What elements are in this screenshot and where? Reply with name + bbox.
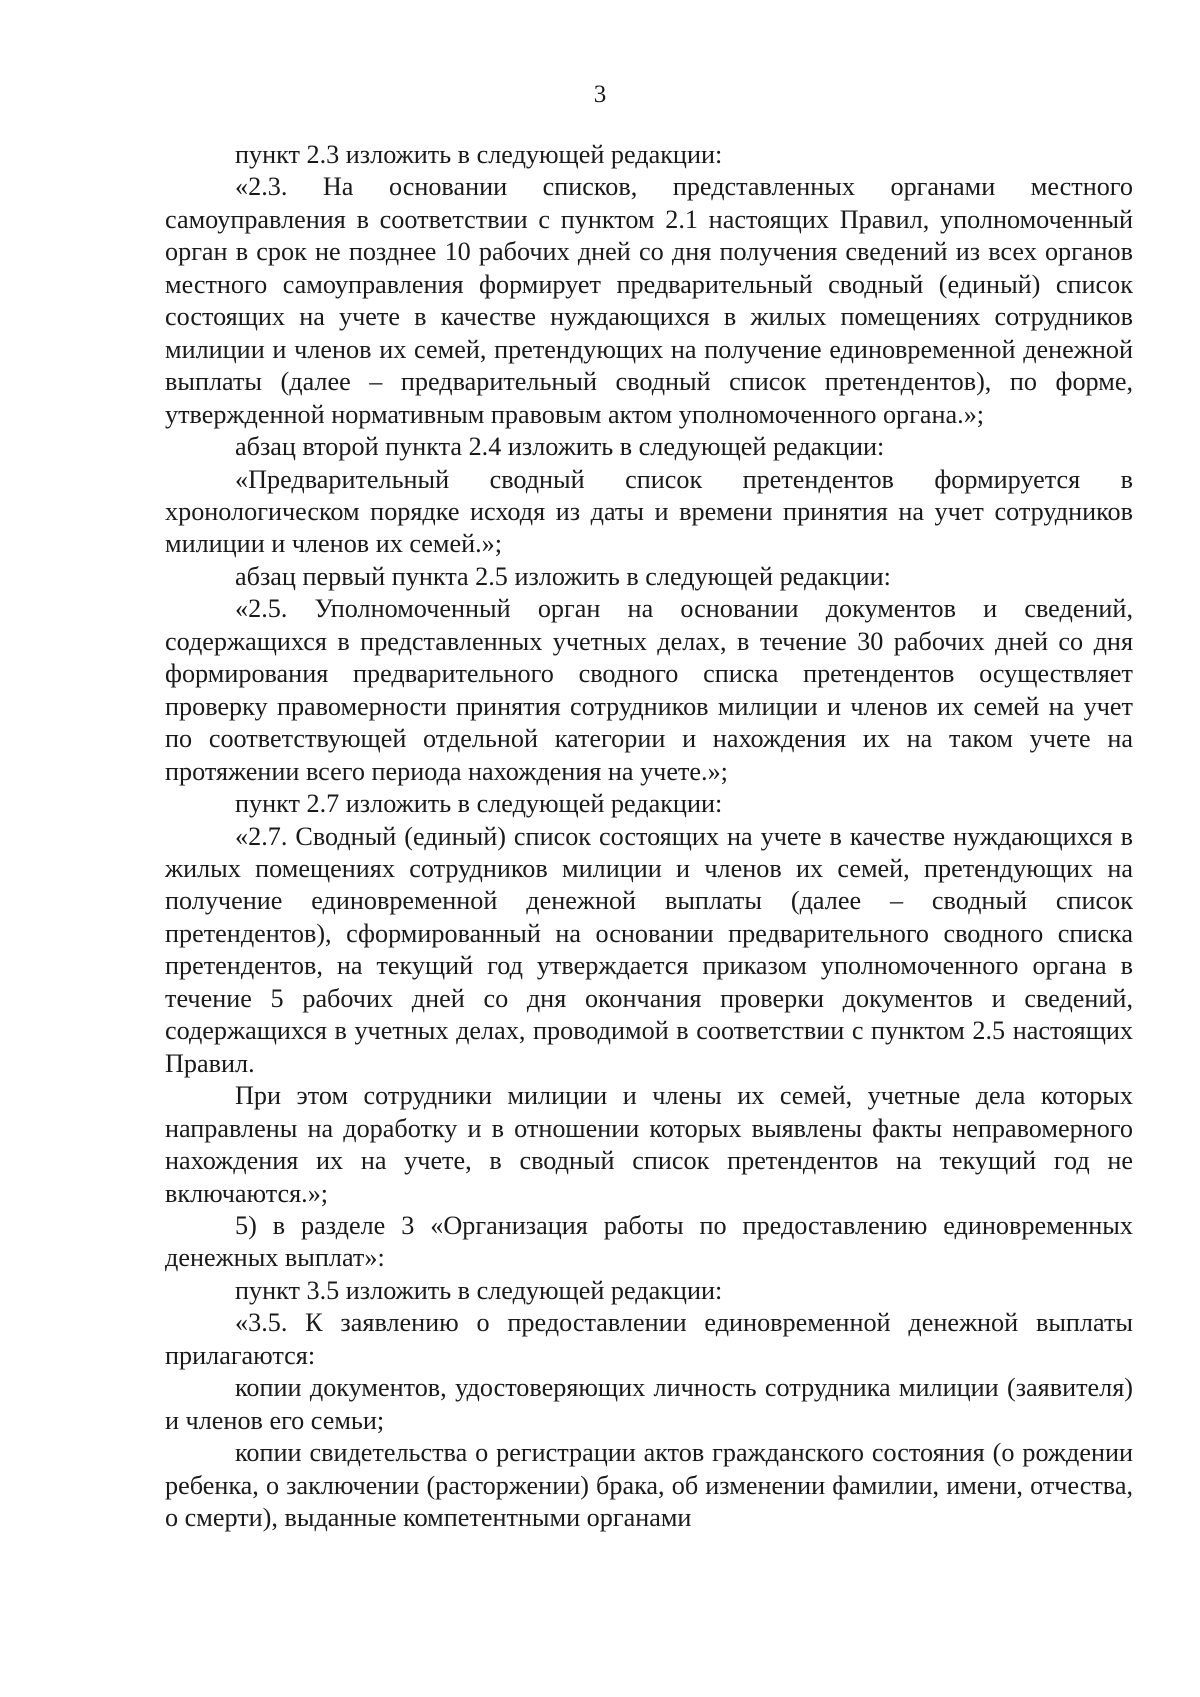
paragraph: «2.5. Уполномоченный орган на основании документов и сведений, содержащихся в представленных учетных делах, в течение 30 рабочих дней со дня формирования предварительного сводного списка претендентов осуществляет проверку правомерности принятия сотрудников милиции и членов их семей на учет по соответствующей отдельной категории и нахождения их на таком учете на протяжении всего периода нахождения на учете.»; — [165, 594, 1133, 786]
paragraph: пункт 2.3 изложить в следующей редакции: — [235, 140, 723, 169]
paragraph: «2.3. На основании списков, представленных органами местного самоуправления в соответствии с пунктом 2.1 настоящих Правил, уполномоченный орган в срок не позднее 10 рабочих дней со дня получения сведений из всех органов местного самоуправления формирует предварительный сводный (единый) список состоящих на учете в качестве нуждающихся в жилых помещениях сотрудников милиции и членов их семей, претендующих на получение единовременной денежной выплаты (далее – предварительный сводный список претендентов), по форме, утвержденной нормативным правовым актом уполномоченного органа.»; — [165, 172, 1133, 429]
paragraph: абзац второй пункта 2.4 изложить в следующей редакции: — [235, 432, 885, 462]
paragraph: копии документов, удостоверяющих личность сотрудника милиции (заявителя) и членов его семьи; — [165, 1373, 1133, 1435]
paragraph: «2.7. Сводный (единый) список состоящих на учете в качестве нуждающихся в жилых помещениях сотрудников милиции и членов их семей, претендующих на получение единовременной денежной выплаты (далее – сводный список претендентов), сформированный на основании предварительного сводного списка претендентов, на текущий год утверждается приказом уполномоченного органа в течение 5 рабочих дней со дня окончания проверки документов и сведений, содержащихся в учетных делах, проводимой в соответствии с пунктом 2.5 настоящих Правил. — [165, 821, 1133, 1078]
paragraph: пункт 2.7 изложить в следующей редакции: — [235, 789, 723, 819]
paragraph: «3.5. К заявлению о предоставлении единовременной денежной выплаты прилагаются: — [165, 1308, 1133, 1370]
paragraph: копии свидетельства о регистрации актов гражданского состояния (о рождении ребенка, о заключении (расторжении) брака, об изменении фамилии, имени, отчества, о смерти), выданные компетентными органами — [165, 1438, 1133, 1533]
paragraph: 5) в разделе 3 «Организация работы по предоставлению единовременных денежных выплат»: — [165, 1210, 1133, 1273]
paragraph: «Предварительный сводный список претендентов формируется в хронологическом порядке исходя из даты и времени принятия на учет сотрудников милиции и членов их семей.»; — [165, 464, 1133, 559]
paragraph: пункт 3.5 изложить в следующей редакции: — [235, 1275, 723, 1305]
paragraph: абзац первый пункта 2.5 изложить в следующей редакции: — [235, 561, 891, 591]
paragraph: При этом сотрудники милиции и члены их семей, учетные дела которых направлены на доработку и в отношении которых выявлены факты неправомерного нахождения их на учете, в сводный список претендентов на текущий год не включаются.»; — [165, 1081, 1133, 1208]
page-number: 3 — [593, 81, 607, 108]
document-body — [165, 139, 1133, 1534]
